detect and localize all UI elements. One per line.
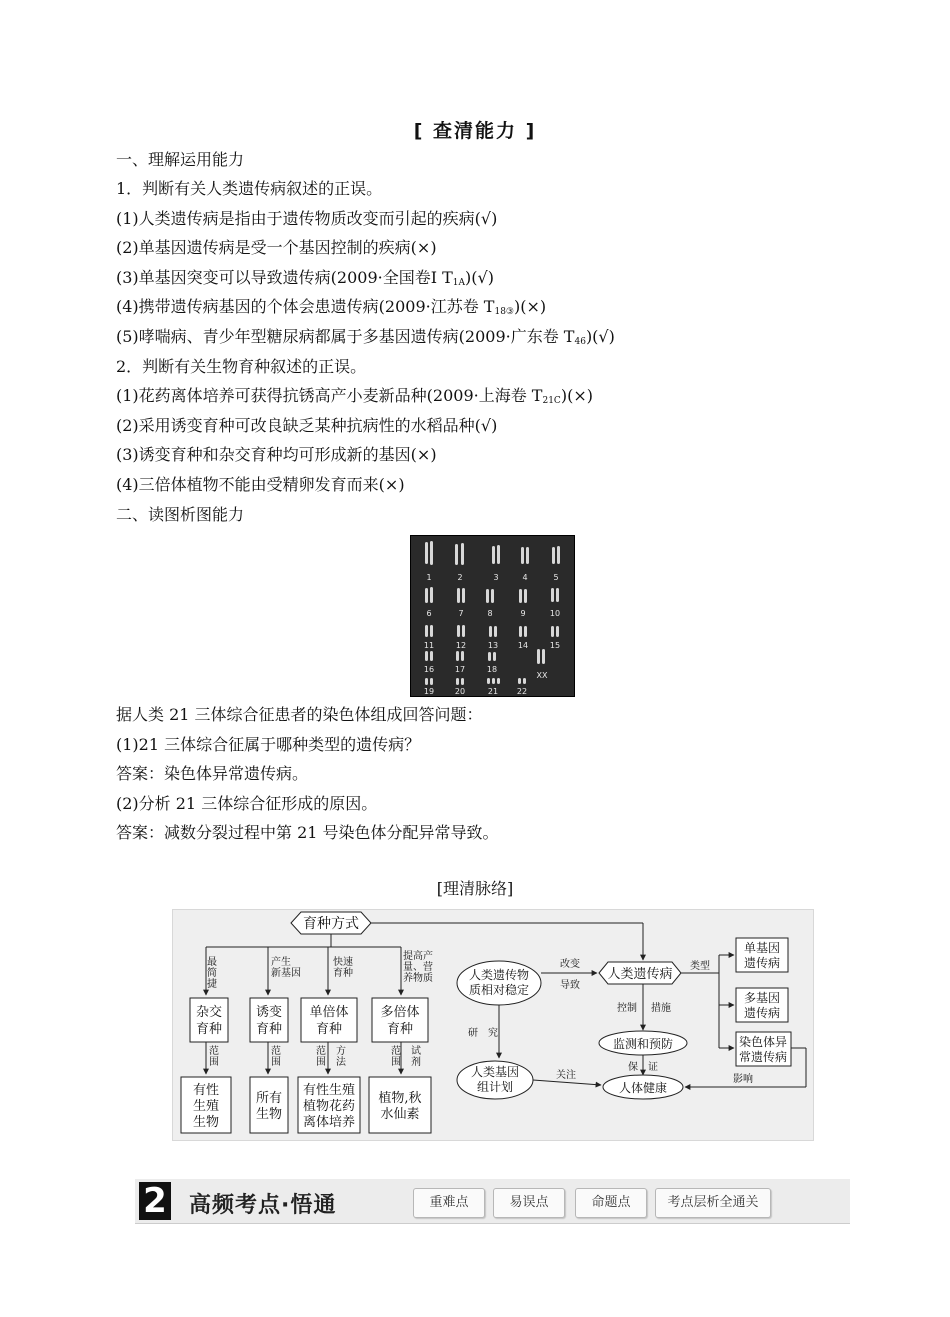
genome-text: 组计划 <box>476 1080 514 1094</box>
method-text: 诱变 <box>255 1005 283 1020</box>
disease-node: 人类遗传病 <box>607 967 673 982</box>
q1-item-5: (5)哮喘病、青少年型糖尿病都属于多基因遗传病(2009·广东卷 $T_{46})(√)$ <box>116 327 615 347</box>
method-text: 育种 <box>255 1022 283 1037</box>
method-text: 多倍体 <box>380 1005 420 1020</box>
type-text: 单基因 <box>743 941 781 955</box>
type-text: 常遗传病 <box>738 1050 788 1064</box>
type-text: 染色体异 <box>738 1035 788 1049</box>
section2-q1: (1)21 三体综合征属于哪种类型的遗传病？ <box>116 735 421 754</box>
relation-text: 范 试 <box>391 1046 421 1057</box>
karyo-label: 20 <box>454 687 466 696</box>
edge-label: 导致 <box>560 980 580 991</box>
method-text: 杂交 <box>195 1005 223 1020</box>
result-text: 生殖 <box>192 1099 220 1114</box>
feature-text: 量、营 <box>403 962 433 973</box>
result-text: 生物 <box>255 1107 283 1122</box>
q2-item-3: (3)诱变育种和杂交育种均可形成新的基因(×) <box>116 445 437 464</box>
stable-text: 人类遗传物 <box>468 968 530 982</box>
method-text: 育种 <box>315 1022 343 1037</box>
stable-text: 质相对稳定 <box>468 983 530 997</box>
karyo-label: 3 <box>493 573 499 582</box>
result-text: 植物花药 <box>302 1099 356 1114</box>
banner-number: 2 <box>139 1182 171 1220</box>
feature-text: 育种 <box>333 968 353 979</box>
edge-label: 关注 <box>556 1070 576 1081</box>
diagram-title: [理清脉络] <box>436 879 514 898</box>
karyo-label: 1 <box>426 573 432 582</box>
feature-text: 新基因 <box>271 968 301 979</box>
breeding-root: 育种方式 <box>303 916 359 932</box>
type-text: 遗传病 <box>743 956 781 970</box>
karyo-label: XX <box>536 671 548 680</box>
karyo-label: 19 <box>423 687 435 696</box>
section2-a2: 答案：减数分裂过程中第 21 号染色体分配异常导致。 <box>116 823 499 842</box>
edge-label: 研 究 <box>468 1028 498 1039</box>
health-node: 人体健康 <box>618 1081 668 1095</box>
section2-q2: (2)分析 21 三体综合征形成的原因。 <box>116 794 378 813</box>
method-text: 育种 <box>195 1022 223 1037</box>
karyo-label: 4 <box>522 573 528 582</box>
feature-text: 提高产 <box>403 951 433 962</box>
result-text: 有性 <box>192 1083 220 1098</box>
type-text: 遗传病 <box>743 1006 781 1020</box>
section2-intro: 据人类 21 三体综合征患者的染色体组成回答问题： <box>116 705 483 724</box>
section2-title: 二、读图析图能力 <box>116 505 245 524</box>
edge-label: 措施 <box>651 1003 671 1014</box>
karyo-label: 14 <box>517 641 529 650</box>
karyo-label: 22 <box>516 687 528 696</box>
section1-title: 一、理解运用能力 <box>116 150 245 169</box>
karyo-label: 9 <box>520 609 526 618</box>
karyo-label: 5 <box>553 573 559 582</box>
edge-label: 影响 <box>733 1074 753 1085</box>
type-text: 多基因 <box>743 991 781 1005</box>
karyo-label: 2 <box>457 573 463 582</box>
feature-text: 养物质 <box>403 973 433 984</box>
monitor-node: 监测和预防 <box>612 1037 674 1051</box>
feature-text: 捷 <box>207 979 217 990</box>
tab-error-points[interactable]: 易误点 <box>493 1188 565 1218</box>
result-text: 有性生殖 <box>302 1083 356 1098</box>
result-text: 生物 <box>192 1115 220 1130</box>
feature-text: 快速 <box>333 957 353 968</box>
method-text: 育种 <box>386 1022 414 1037</box>
q2-item-1: (1)花药离体培养可获得抗锈高产小麦新品种(2009·上海卷 $T_{21C})(\times)$ <box>116 386 593 406</box>
relation-text: 范 <box>271 1046 281 1057</box>
result-text: 离体培养 <box>302 1115 356 1130</box>
tab-exam-points[interactable]: 命题点 <box>575 1188 647 1218</box>
karyo-label: 6 <box>426 609 432 618</box>
feature-text: 简 <box>207 968 217 979</box>
q1-title: 1．判断有关人类遗传病叙述的正误。 <box>116 179 383 198</box>
relation-text: 围 剂 <box>391 1057 421 1068</box>
q2-title: 2．判断有关生物育种叙述的正误。 <box>116 357 367 376</box>
karyo-label: 15 <box>549 641 561 650</box>
edge-label: 类型 <box>690 961 710 972</box>
edge-label: 保 证 <box>628 1062 658 1073</box>
section2-a1: 答案：染色体异常遗传病。 <box>116 764 309 783</box>
karyo-label: 7 <box>458 609 464 618</box>
q1-item-3: (3)单基因突变可以导致遗传病(2009·全国卷Ⅰ $T_{1A})(√)$ <box>116 268 494 288</box>
relation-text: 范 方 <box>316 1046 346 1057</box>
feature-text: 最 <box>207 957 217 968</box>
result-text: 水仙素 <box>380 1107 420 1122</box>
edge-label: 控制 <box>617 1003 637 1014</box>
q2-item-4: (4)三倍体植物不能由受精卵发育而来(×) <box>116 475 405 494</box>
feature-text: 产生 <box>271 957 291 968</box>
section-banner <box>135 1179 850 1224</box>
relation-text: 范 <box>209 1046 219 1057</box>
genome-text: 人类基因 <box>470 1065 520 1079</box>
q1-item-4: (4)携带遗传病基因的个体会患遗传病(2009·江苏卷 $T_{18③})(\times)$ <box>116 297 547 317</box>
banner-title: 高频考点·悟通 <box>189 1193 337 1218</box>
q1-item-1: (1)人类遗传病是指由于遗传物质改变而引起的疾病(√) <box>116 209 498 228</box>
method-text: 单倍体 <box>309 1005 349 1020</box>
karyo-label: 18 <box>486 665 498 674</box>
relation-text: 围 <box>209 1057 219 1068</box>
karyo-label: 8 <box>487 609 493 618</box>
result-text: 所有 <box>255 1091 283 1106</box>
karyo-label: 12 <box>455 641 467 650</box>
q1-item-2: (2)单基因遗传病是受一个基因控制的疾病(×) <box>116 238 437 257</box>
section-heading: [ 查清能力 ] <box>413 120 537 142</box>
tab-key-points[interactable]: 重难点 <box>413 1188 485 1218</box>
karyo-label: 17 <box>454 665 466 674</box>
karyo-label: 16 <box>423 665 435 674</box>
result-text: 植物,秋 <box>378 1091 422 1106</box>
edge-label: 改变 <box>560 959 580 970</box>
karyo-label: 13 <box>487 641 499 650</box>
karyo-label: 10 <box>549 609 561 618</box>
karyo-label: 21 <box>487 687 499 696</box>
concept-map <box>172 909 814 1141</box>
karyo-label: 11 <box>423 641 435 650</box>
tab-full-analysis[interactable]: 考点层析全通关 <box>655 1188 771 1218</box>
q2-item-2: (2)采用诱变育种可改良缺乏某种抗病性的水稻品种(√) <box>116 416 498 435</box>
relation-text: 围 <box>271 1057 281 1068</box>
karyotype-image <box>410 535 575 697</box>
relation-text: 围 法 <box>316 1057 346 1068</box>
